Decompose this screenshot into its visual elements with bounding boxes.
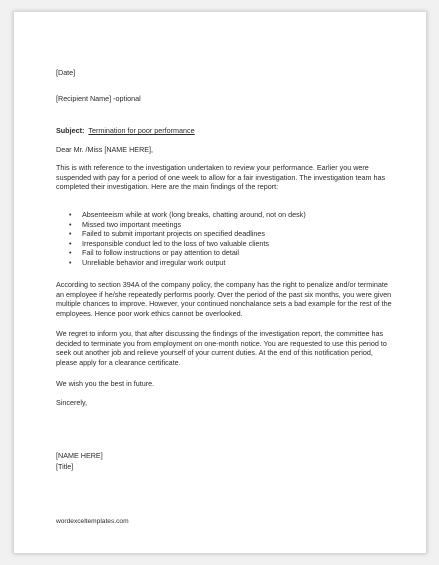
findings-list xyxy=(56,210,386,268)
termination-paragraph: We regret to inform you, that after discussing the findings of the investigation report, the committee has decided to terminate you from employment on one-month notice. You are requested to use this period to seek out another job and relieve yourself of your current duties. At the end of this notification period, please apply for a clearance certificate. xyxy=(56,329,387,367)
finding-text: Missed two important meetings xyxy=(82,219,182,229)
bullet-icon: • xyxy=(69,219,72,229)
recipient-name: [Recipient Name] -optional xyxy=(56,94,141,103)
bullet-icon: • xyxy=(69,238,72,248)
bullet-icon: • xyxy=(69,229,72,239)
letter-date: [Date] xyxy=(56,68,76,77)
bullet-icon: • xyxy=(69,257,72,267)
list-item xyxy=(56,248,386,258)
salutation: Dear Mr. /Miss [NAME HERE], xyxy=(56,145,154,154)
finding-text: Unreliable behavior and irregular work output xyxy=(82,257,226,267)
finding-text: Absenteeism while at work (long breaks, chatting around, not on desk) xyxy=(82,210,306,219)
subject-line xyxy=(56,126,394,136)
list-item xyxy=(56,210,386,220)
footer-website: wordexceltemplates.com xyxy=(56,518,129,525)
list-item xyxy=(56,239,386,249)
intro-paragraph: This is with reference to the investigation undertaken to review your performance. Earlier you were suspended with pay for a period of one week to allow for a fair investigation. The investigation team has completed their investigation. Here are the main findings of the report: xyxy=(56,163,386,192)
bullet-icon: • xyxy=(69,248,72,258)
document-page xyxy=(13,11,427,554)
signer-title: [Title] xyxy=(56,462,74,471)
wishes-paragraph: We wish you the best in future. xyxy=(56,379,155,388)
list-item xyxy=(56,229,386,239)
list-item xyxy=(56,220,386,230)
finding-text: Fail to follow instructions or pay attention to detail xyxy=(82,248,240,258)
policy-paragraph: According to section 394A of the company policy, the company has the right to penalize and/or terminate an employee if he/she repeatedly performs poorly. Over the period of the past six months, you were given multiple chances to improve. However, your continued nonchalance sets a bad example for the rest of the employees. Hence poor work ethics cannot be overlooked. xyxy=(56,280,392,318)
finding-text: Failed to submit important projects on specified deadlines xyxy=(82,229,265,239)
subject-label: Subject: xyxy=(56,126,85,135)
bullet-icon: • xyxy=(69,210,72,219)
list-item xyxy=(56,258,386,268)
finding-text: Irresponsible conduct led to the loss of two valuable clients xyxy=(82,238,269,248)
signer-name: [NAME HERE] xyxy=(56,451,103,460)
closing: Sincerely, xyxy=(56,398,88,407)
subject-text: Termination for poor performance xyxy=(88,126,195,135)
